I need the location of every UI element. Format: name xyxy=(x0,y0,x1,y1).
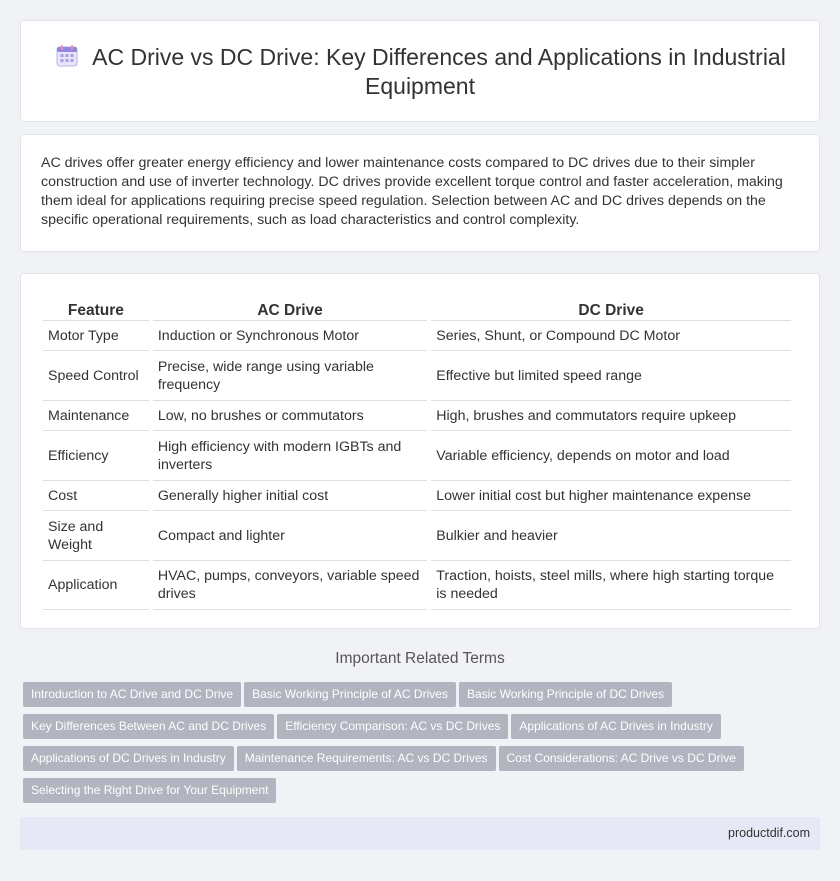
related-tag[interactable]: Applications of DC Drives in Industry xyxy=(23,746,234,771)
related-terms-title: Important Related Terms xyxy=(335,650,505,667)
cell-feature: Maintenance xyxy=(43,400,149,430)
cell-dc: Variable efficiency, depends on motor and load xyxy=(431,430,791,480)
cell-feature: Efficiency xyxy=(43,430,149,480)
cell-ac: Precise, wide range using variable frequency xyxy=(153,350,427,400)
cell-ac: Generally higher initial cost xyxy=(153,480,427,510)
cell-dc: Effective but limited speed range xyxy=(431,350,791,400)
tag-row xyxy=(23,714,823,746)
related-tag[interactable]: Cost Considerations: AC Drive vs DC Drive xyxy=(499,746,744,771)
comparison-table xyxy=(39,296,795,610)
cell-feature: Application xyxy=(43,560,149,610)
cell-feature: Size and Weight xyxy=(43,510,149,560)
comparison-table-card xyxy=(20,273,820,629)
table-row xyxy=(43,320,791,350)
cell-ac: High efficiency with modern IGBTs and inverters xyxy=(153,430,427,480)
cell-dc: High, brushes and commutators require upkeep xyxy=(431,400,791,430)
related-tag[interactable]: Key Differences Between AC and DC Drives xyxy=(23,714,274,739)
cell-feature: Motor Type xyxy=(43,320,149,350)
summary-card xyxy=(20,134,820,252)
related-tag[interactable]: Maintenance Requirements: AC vs DC Drives xyxy=(237,746,496,771)
header-feature: Feature xyxy=(67,302,124,319)
table-row xyxy=(43,430,791,480)
cell-dc: Bulkier and heavier xyxy=(431,510,791,560)
cell-feature: Cost xyxy=(43,480,149,510)
tag-row xyxy=(23,746,823,778)
related-tag[interactable]: Selecting the Right Drive for Your Equipment xyxy=(23,778,276,803)
calendar-icon xyxy=(54,43,80,69)
related-tag[interactable]: Basic Working Principle of AC Drives xyxy=(244,682,456,707)
header-ac-drive: AC Drive xyxy=(257,302,323,319)
table-header-row xyxy=(43,296,791,320)
table-row xyxy=(43,350,791,400)
cell-ac: HVAC, pumps, conveyors, variable speed drives xyxy=(153,560,427,610)
title-wrap xyxy=(21,43,819,101)
footer xyxy=(20,817,820,850)
cell-dc: Traction, hoists, steel mills, where high starting torque is needed xyxy=(431,560,791,610)
tag-row xyxy=(23,682,823,714)
cell-ac: Induction or Synchronous Motor xyxy=(153,320,427,350)
table-row xyxy=(43,510,791,560)
tag-row xyxy=(23,778,823,810)
cell-ac: Compact and lighter xyxy=(153,510,427,560)
header-card xyxy=(20,20,820,122)
header-dc-drive: DC Drive xyxy=(578,302,644,319)
related-tag[interactable]: Applications of AC Drives in Industry xyxy=(511,714,720,739)
table-row xyxy=(43,480,791,510)
related-tag[interactable]: Introduction to AC Drive and DC Drive xyxy=(23,682,241,707)
cell-ac: Low, no brushes or commutators xyxy=(153,400,427,430)
cell-dc: Lower initial cost but higher maintenance expense xyxy=(431,480,791,510)
cell-dc: Series, Shunt, or Compound DC Motor xyxy=(431,320,791,350)
footer-site-link[interactable]: productdif.com xyxy=(728,826,810,840)
summary-text: AC drives offer greater energy efficiency and lower maintenance costs compared to DC drives due to their simpler construction and use of inverter technology. DC drives provide excellent torque control and faster acceleration, making them ideal for applications requiring precise speed regulation. Selection between AC and DC drives depends on the specific operational requirements, such as load characteristics and control complexity. xyxy=(41,155,783,228)
related-tag[interactable]: Efficiency Comparison: AC vs DC Drives xyxy=(277,714,508,739)
table-row xyxy=(43,400,791,430)
page-title xyxy=(21,43,819,101)
page-title-text: AC Drive vs DC Drive: Key Differences and Applications in Industrial Equipment xyxy=(92,44,786,99)
related-terms-tags xyxy=(23,682,823,810)
related-tag[interactable]: Basic Working Principle of DC Drives xyxy=(459,682,672,707)
table-row xyxy=(43,560,791,610)
cell-feature: Speed Control xyxy=(43,350,149,400)
